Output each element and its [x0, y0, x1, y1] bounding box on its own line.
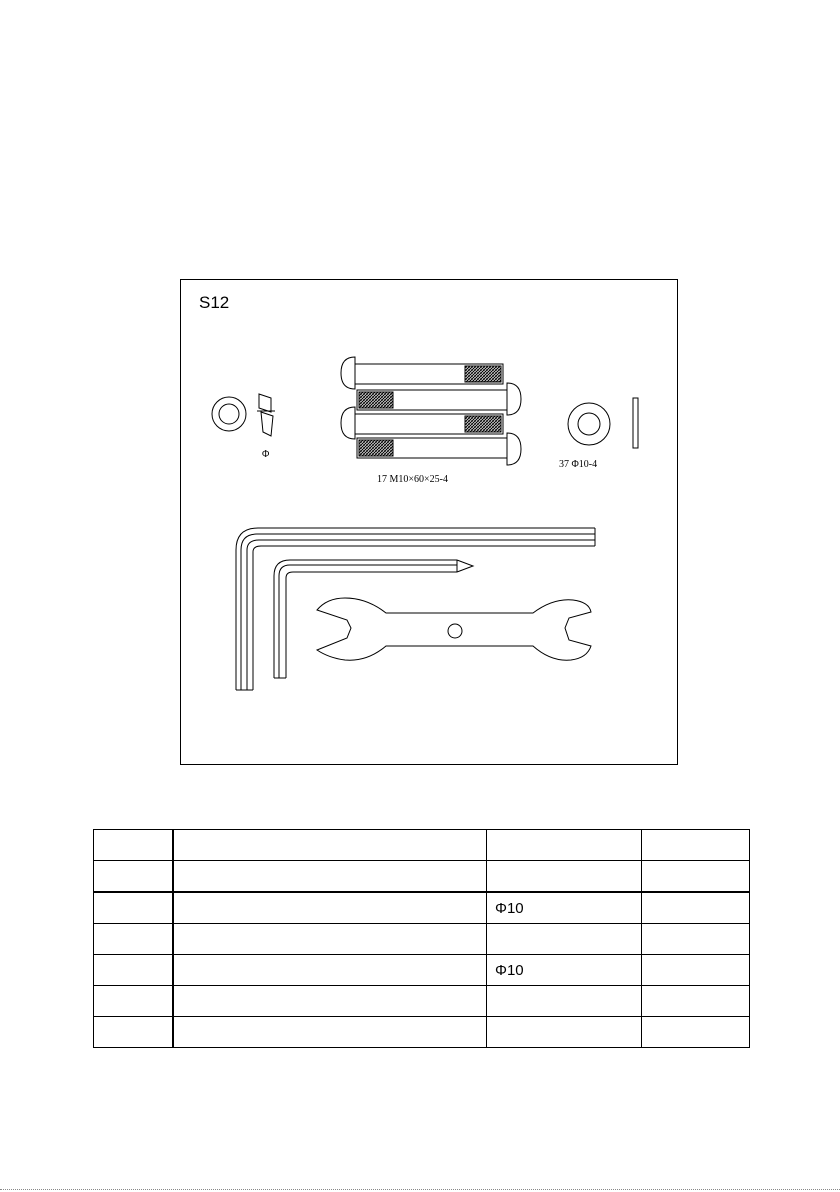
open-end-wrench-icon: [317, 598, 591, 660]
table-cell: [487, 1017, 642, 1048]
table-row: [94, 1017, 750, 1048]
hardware-pack-label: S12: [199, 293, 230, 312]
table-cell: [94, 955, 173, 986]
page-bottom-rule: [0, 1189, 840, 1190]
table-cell: [642, 861, 750, 893]
flat-washer-caption: 37 Φ10-4: [559, 459, 598, 470]
table-cell: [94, 924, 173, 955]
table-cell: [173, 830, 487, 861]
table-cell: [642, 986, 750, 1017]
table-cell: [173, 861, 487, 893]
hardware-illustration: [181, 280, 679, 766]
table-cell: [94, 986, 173, 1017]
table-row: [94, 861, 750, 893]
parts-list-table: [93, 829, 750, 1048]
table-cell: [487, 924, 642, 955]
table-cell: [173, 986, 487, 1017]
table-cell: [94, 861, 173, 893]
table-row: [94, 892, 750, 924]
spring-washer-caption: Φ: [262, 449, 270, 460]
table-cell: [487, 861, 642, 893]
table-cell: [173, 1017, 487, 1048]
table-cell: [642, 830, 750, 861]
bolt-icon: [341, 357, 521, 465]
bolt-caption: 17 M10×60×25-4: [377, 474, 449, 485]
table-row: [94, 924, 750, 955]
table-cell: [94, 830, 173, 861]
table-cell: [642, 955, 750, 986]
table-row: [94, 830, 750, 861]
table-row: [94, 986, 750, 1017]
table-cell: [487, 986, 642, 1017]
table-cell: Φ10: [487, 955, 642, 986]
table-cell: [94, 892, 173, 924]
spring-washer-icon: [212, 394, 275, 436]
table-cell: Φ10: [487, 892, 642, 924]
table-cell: [94, 1017, 173, 1048]
table-cell: [642, 1017, 750, 1048]
table-cell: [173, 955, 487, 986]
table-cell: [642, 924, 750, 955]
hardware-pack-box: [180, 279, 678, 765]
table-cell: [173, 924, 487, 955]
table-cell: [642, 892, 750, 924]
parts-table-body: [94, 830, 750, 1048]
table-cell: [487, 830, 642, 861]
table-cell: [173, 892, 487, 924]
flat-washer-icon: [568, 398, 638, 448]
table-row: [94, 955, 750, 986]
